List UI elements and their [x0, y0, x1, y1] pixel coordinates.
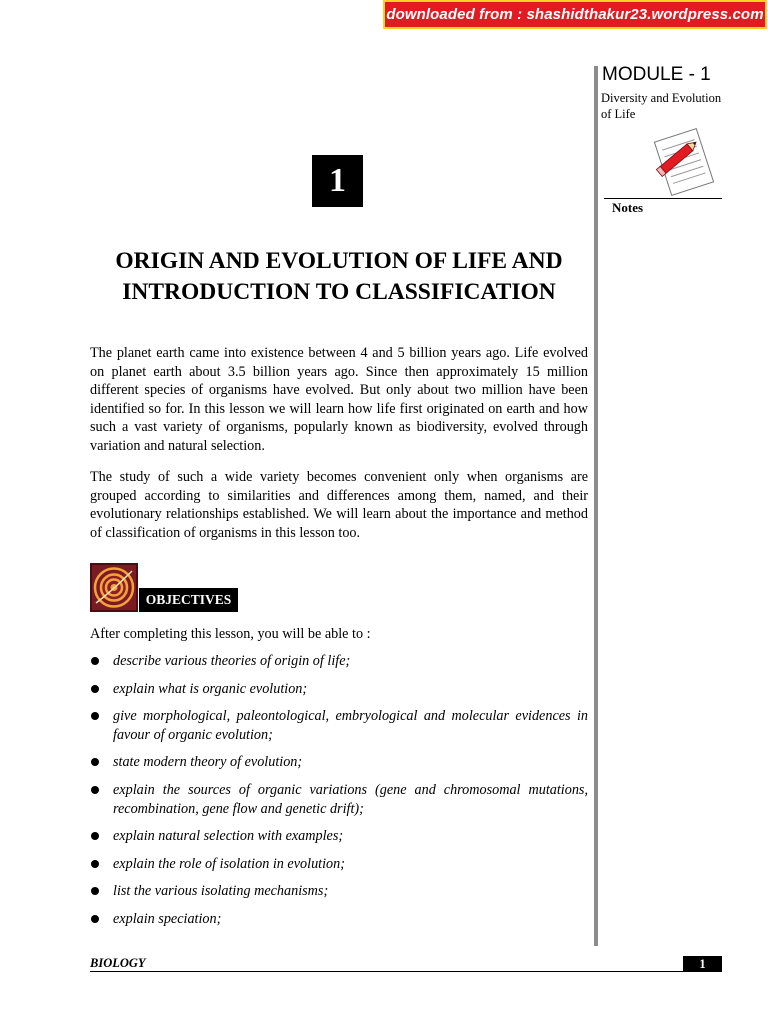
list-item [90, 652, 588, 671]
bullet-icon [91, 860, 99, 868]
list-item [90, 827, 588, 846]
notes-label: Notes [612, 200, 644, 215]
page-number: 1 [683, 956, 722, 972]
objectives-list [90, 652, 588, 938]
list-item-text: give morphological, paleontological, embryological and molecular evidences in favour of organic evolution; [113, 708, 588, 743]
list-item-text: describe various theories of origin of life; [113, 653, 351, 669]
chapter-title-line-1: ORIGIN AND EVOLUTION OF LIFE AND [115, 248, 563, 274]
download-banner[interactable] [383, 0, 767, 29]
sidebar-divider [594, 66, 598, 946]
list-item [90, 781, 588, 818]
bullet-icon [91, 832, 99, 840]
intro-paragraph-1: The planet earth came into existence between 4 and 5 billion years ago. Life evolved on planet earth about 3.5 billion years ago. Since then approximately 15 million different species of organisms have evolved. But only about two million have been identified so for. In this lesson we will learn how life first originated on earth and how such a vast variety of organisms, popularly known as biodiversity, evolved through variation and natural selection. [90, 345, 588, 454]
list-item-text: explain what is organic evolution; [113, 680, 308, 697]
intro-paragraph-2: The study of such a wide variety becomes convenient only when organisms are grouped according to similarities and differences among them, named, and their evolutionary relationships established. We will learn about the importance and method of classification of organisms in this lesson too. [90, 469, 588, 541]
list-item [90, 882, 588, 901]
list-item-text: list the various isolating mechanisms; [113, 883, 329, 900]
footer-rule [90, 971, 722, 972]
download-prefix: downloaded from : [386, 6, 527, 23]
footer-subject: BIOLOGY [90, 956, 146, 970]
chapter-number: 1 [312, 155, 363, 207]
list-item-text: explain the role of isolation in evolution; [113, 855, 345, 872]
list-item [90, 753, 588, 772]
download-banner-text [385, 2, 765, 27]
bullet-icon [91, 657, 99, 665]
download-site[interactable]: shashidthakur23.wordpress.com [526, 6, 764, 23]
list-item-text: explain natural selection with examples; [113, 828, 344, 845]
objectives-label: OBJECTIVES [139, 588, 238, 612]
list-item-text: state modern theory of evolution; [113, 754, 303, 771]
list-item [90, 855, 588, 874]
notes-rule [604, 198, 722, 199]
objectives-intro: After completing this lesson, you will be able to : [90, 626, 371, 642]
bullet-icon [91, 887, 99, 895]
bullet-icon [91, 915, 99, 923]
bullet-icon [91, 786, 99, 794]
bullet-icon [91, 685, 99, 693]
list-item [90, 680, 588, 699]
target-spiral-icon [90, 563, 138, 612]
chapter-title-line-2: INTRODUCTION TO CLASSIFICATION [122, 279, 556, 305]
list-item [90, 707, 588, 744]
list-item-text: explain speciation; [113, 910, 222, 927]
bullet-icon [91, 758, 99, 766]
list-item [90, 910, 588, 929]
module-subtitle: Diversity and Evolution of Life [601, 91, 722, 121]
pencil-paper-icon [648, 122, 720, 202]
module-title: MODULE - 1 [602, 64, 711, 85]
bullet-icon [91, 712, 99, 720]
chapter-title [60, 246, 618, 308]
list-item-text: explain the sources of organic variations (gene and chromosomal mutations, recombination, gene flow and genetic drift); [113, 781, 588, 817]
